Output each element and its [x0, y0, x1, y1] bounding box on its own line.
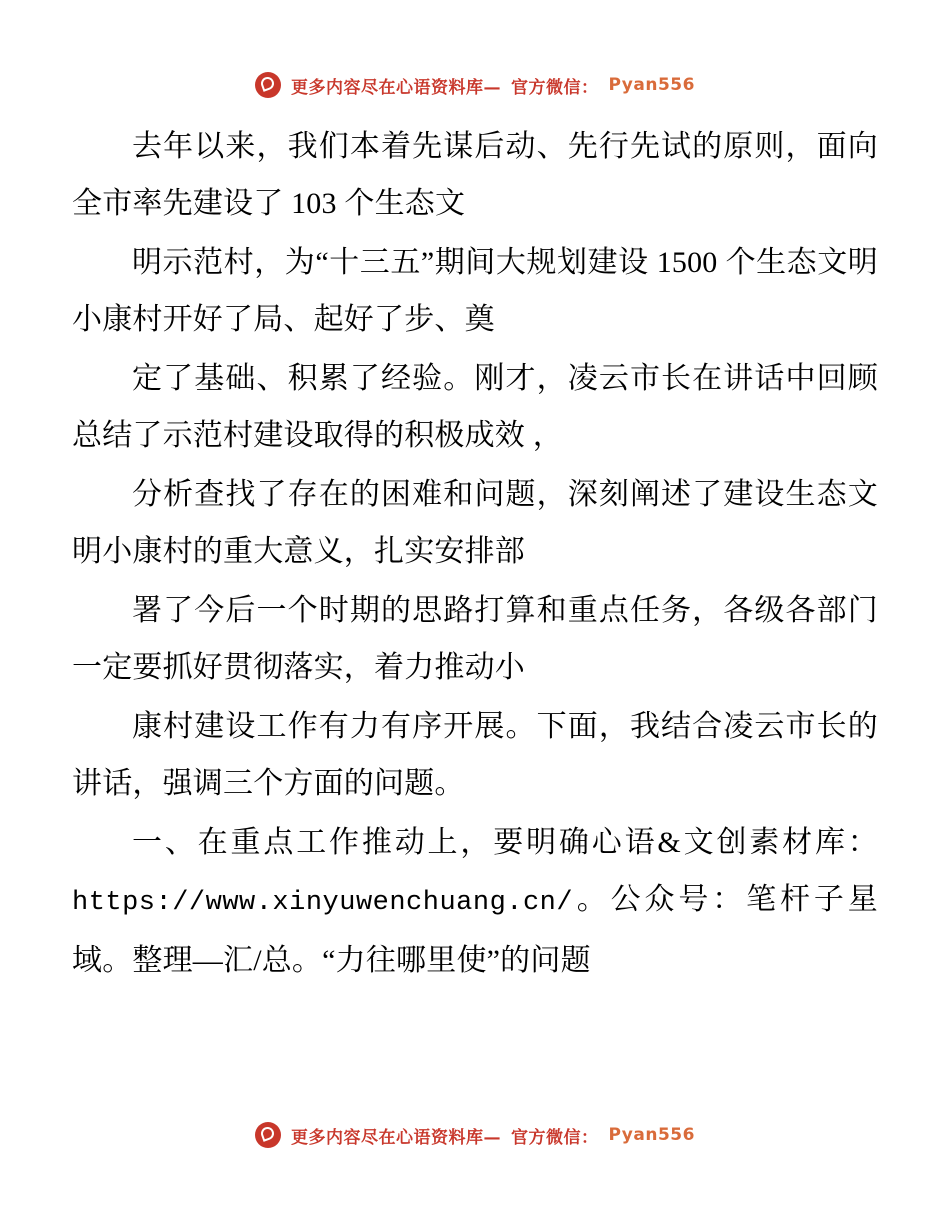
- wechat-circle-logo-icon: [255, 1122, 281, 1148]
- watermark-top: [0, 72, 950, 98]
- paragraph: 定了基础、积累了经验。刚才，凌云市长在讲话中回顾总结了示范村建设取得的积极成效 ，: [72, 362, 878, 452]
- paragraph-text-before-link: 一、在重点工作推动上，要明确心语&文创素材库：: [132, 826, 878, 859]
- watermark-account-id: Pyan556: [608, 1125, 695, 1145]
- watermark-main-text: 更多内容尽在心语资料库—: [291, 1127, 502, 1148]
- paragraph: 分析查找了存在的困难和问题，深刻阐述了建设生态文明小康村的重大意义，扎实安排部: [72, 478, 878, 568]
- watermark-sub-text: 官方微信：: [511, 1127, 599, 1148]
- document-body: [72, 118, 878, 991]
- paragraph: 署了今后一个时期的思路打算和重点任务，各级各部门一定要抓好贯彻落实，着力推动小: [72, 594, 878, 684]
- paragraph-text-after-link: 。公众号：笔杆子星域。整理—汇/总。“力往哪里使”的问题: [72, 883, 878, 977]
- source-url: https://www.xinyuwenchuang.cn/: [72, 888, 574, 918]
- watermark-account-id: Pyan556: [608, 75, 695, 95]
- paragraph: 康村建设工作有力有序开展。下面，我结合凌云市长的讲话，强调三个方面的问题。: [72, 710, 878, 800]
- paragraph: 去年以来，我们本着先谋后动、先行先试的原则，面向全市率先建设了 103 个生态文: [72, 130, 878, 220]
- wechat-circle-logo-icon: [255, 72, 281, 98]
- watermark-bottom: [0, 1122, 950, 1148]
- paragraph-with-link: [72, 814, 878, 989]
- paragraph: 明示范村，为“十三五”期间大规划建设 1500 个生态文明小康村开好了局、起好了步、奠: [72, 246, 878, 336]
- watermark-main-text: 更多内容尽在心语资料库—: [291, 77, 502, 98]
- watermark-sub-text: 官方微信：: [511, 77, 599, 98]
